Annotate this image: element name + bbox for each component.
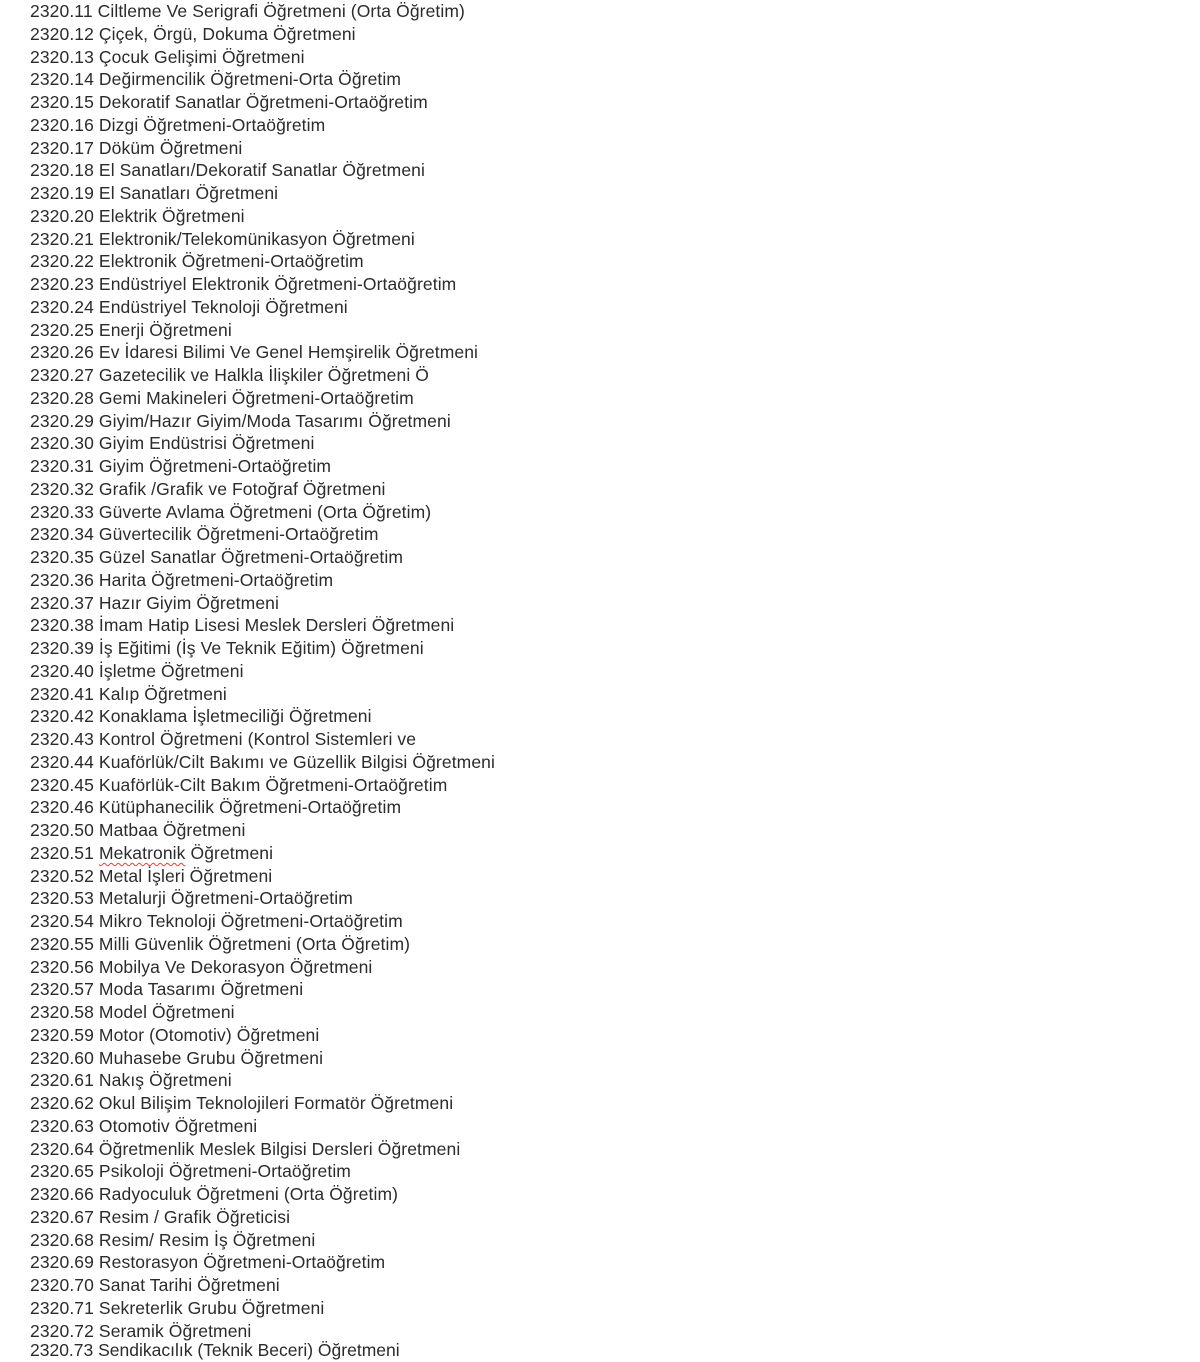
document-line: 2320.60 Muhasebe Grubu Öğretmeni xyxy=(30,1047,324,1068)
document-line: 2320.38 İmam Hatip Lisesi Meslek Dersleri Öğretmeni xyxy=(30,615,455,636)
document-line: 2320.15 Dekoratif Sanatlar Öğretmeni-Ortaöğretim xyxy=(30,92,428,112)
document-line: 2320.19 El Sanatları Öğretmeni xyxy=(30,183,279,203)
document-line: 2320.69 Restorasyon Öğretmeni-Ortaöğretim xyxy=(30,1252,386,1273)
document-line: 2320.20 Elektrik Öğretmeni xyxy=(30,205,245,226)
document-line: 2320.36 Harita Öğretmeni-Ortaöğretim xyxy=(30,569,334,590)
document-line xyxy=(30,842,1200,865)
document-line: 2320.58 Model Öğretmeni xyxy=(30,1002,235,1022)
cut-off-line-text: 2320.73 Sendikacılık (Teknik Beceri) Öğretmeni xyxy=(30,1340,400,1360)
document-line: 2320.12 Çiçek, Örgü, Dokuma Öğretmeni xyxy=(30,23,356,44)
document-line: 2320.43 Kontrol Öğretmeni (Kontrol Sistemleri ve xyxy=(30,729,417,749)
document-line: 2320.28 Gemi Makineleri Öğretmeni-Ortaöğretim xyxy=(30,387,414,408)
document-body xyxy=(30,0,1200,1342)
document-line: 2320.72 Seramik Öğretmeni xyxy=(30,1320,252,1341)
document-line: 2320.14 Değirmencilik Öğretmeni-Orta Öğretim xyxy=(30,69,402,90)
document-line: 2320.31 Giyim Öğretmeni-Ortaöğretim xyxy=(30,456,332,476)
document-line: 2320.56 Mobilya Ve Dekorasyon Öğretmeni xyxy=(30,956,373,977)
document-line: 2320.23 Endüstriyel Elektronik Öğretmeni-Ortaöğretim xyxy=(30,274,457,294)
document-line: 2320.33 Güverte Avlama Öğretmeni (Orta Öğretim) xyxy=(30,501,432,522)
document-line: 2320.70 Sanat Tarihi Öğretmeni xyxy=(30,1275,280,1295)
document-line: 2320.30 Giyim Endüstrisi Öğretmeni xyxy=(30,433,315,454)
document-line: 2320.66 Radyoculuk Öğretmeni (Orta Öğretim) xyxy=(30,1184,399,1204)
line-code: 2320.51 xyxy=(30,842,94,863)
document-line: 2320.41 Kalıp Öğretmeni xyxy=(30,683,227,704)
document-line: 2320.71 Sekreterlik Grubu Öğretmeni xyxy=(30,1297,325,1318)
document-line: 2320.44 Kuaförlük/Cilt Bakımı ve Güzellik Bilgisi Öğretmeni xyxy=(30,751,495,772)
document-line: 2320.61 Nakış Öğretmeni xyxy=(30,1070,232,1091)
document-line: 2320.17 Döküm Öğretmeni xyxy=(30,137,243,158)
document-line: 2320.68 Resim/ Resim İş Öğretmeni xyxy=(30,1229,316,1250)
document-line: 2320.62 Okul Bilişim Teknolojileri Formatör Öğretmeni xyxy=(30,1093,454,1113)
document-line: 2320.40 İşletme Öğretmeni xyxy=(30,660,244,681)
document-line: 2320.42 Konaklama İşletmeciliği Öğretmeni xyxy=(30,706,372,727)
document-line: 2320.63 Otomotiv Öğretmeni xyxy=(30,1115,258,1136)
document-line: 2320.11 Ciltleme Ve Serigrafi Öğretmeni (Orta Öğretim) xyxy=(30,1,465,21)
document-line: 2320.67 Resim / Grafik Öğreticisi xyxy=(30,1206,291,1227)
document-line: 2320.59 Motor (Otomotiv) Öğretmeni xyxy=(30,1024,320,1045)
document-line: 2320.45 Kuaförlük-Cilt Bakım Öğretmeni-Ortaöğretim xyxy=(30,774,448,795)
document-line: 2320.50 Matbaa Öğretmeni xyxy=(30,820,246,840)
document-line: 2320.53 Metalurji Öğretmeni-Ortaöğretim xyxy=(30,888,353,909)
cut-off-line xyxy=(30,1340,630,1360)
document-line: 2320.39 İş Eğitimi (İş Ve Teknik Eğitim) Öğretmeni xyxy=(30,638,424,658)
document-line: 2320.32 Grafik /Grafik ve Fotoğraf Öğretmeni xyxy=(30,478,386,499)
document-line: 2320.27 Gazetecilik ve Halkla İlişkiler Öğretmeni Ö xyxy=(30,365,430,385)
document-line: 2320.26 Ev İdaresi Bilimi Ve Genel Hemşirelik Öğretmeni xyxy=(30,342,479,363)
document-line: 2320.18 El Sanatları/Dekoratif Sanatlar Öğretmeni xyxy=(30,160,425,181)
document-line: 2320.24 Endüstriyel Teknoloji Öğretmeni xyxy=(30,296,348,317)
document-line: 2320.21 Elektronik/Telekomünikasyon Öğretmeni xyxy=(30,228,415,249)
document-line: 2320.65 Psikoloji Öğretmeni-Ortaöğretim xyxy=(30,1161,351,1182)
document-line: 2320.55 Milli Güvenlik Öğretmeni (Orta Öğretim) xyxy=(30,933,411,954)
document-line: 2320.13 Çocuk Gelişimi Öğretmeni xyxy=(30,46,305,67)
line-rest: Öğretmeni xyxy=(190,842,274,863)
document-line: 2320.25 Enerji Öğretmeni xyxy=(30,319,232,340)
document-line: 2320.54 Mikro Teknoloji Öğretmeni-Ortaöğretim xyxy=(30,911,403,931)
document-line: 2320.37 Hazır Giyim Öğretmeni xyxy=(30,592,279,613)
document-line: 2320.57 Moda Tasarımı Öğretmeni xyxy=(30,979,304,1000)
document-line: 2320.64 Öğretmenlik Meslek Bilgisi Dersleri Öğretmeni xyxy=(30,1138,461,1159)
document-line: 2320.46 Kütüphanecilik Öğretmeni-Ortaöğretim xyxy=(30,797,402,818)
document-line: 2320.34 Güvertecilik Öğretmeni-Ortaöğretim xyxy=(30,524,379,545)
document-line: 2320.22 Elektronik Öğretmeni-Ortaöğretim xyxy=(30,251,364,272)
document-line: 2320.29 Giyim/Hazır Giyim/Moda Tasarımı Öğretmeni xyxy=(30,410,451,431)
spellcheck-underlined-word[interactable]: Mekatronik xyxy=(98,842,186,863)
document-line: 2320.16 Dizgi Öğretmeni-Ortaöğretim xyxy=(30,114,326,135)
document-line: 2320.52 Metal İşleri Öğretmeni xyxy=(30,865,273,886)
document-line: 2320.35 Güzel Sanatlar Öğretmeni-Ortaöğretim xyxy=(30,547,404,567)
